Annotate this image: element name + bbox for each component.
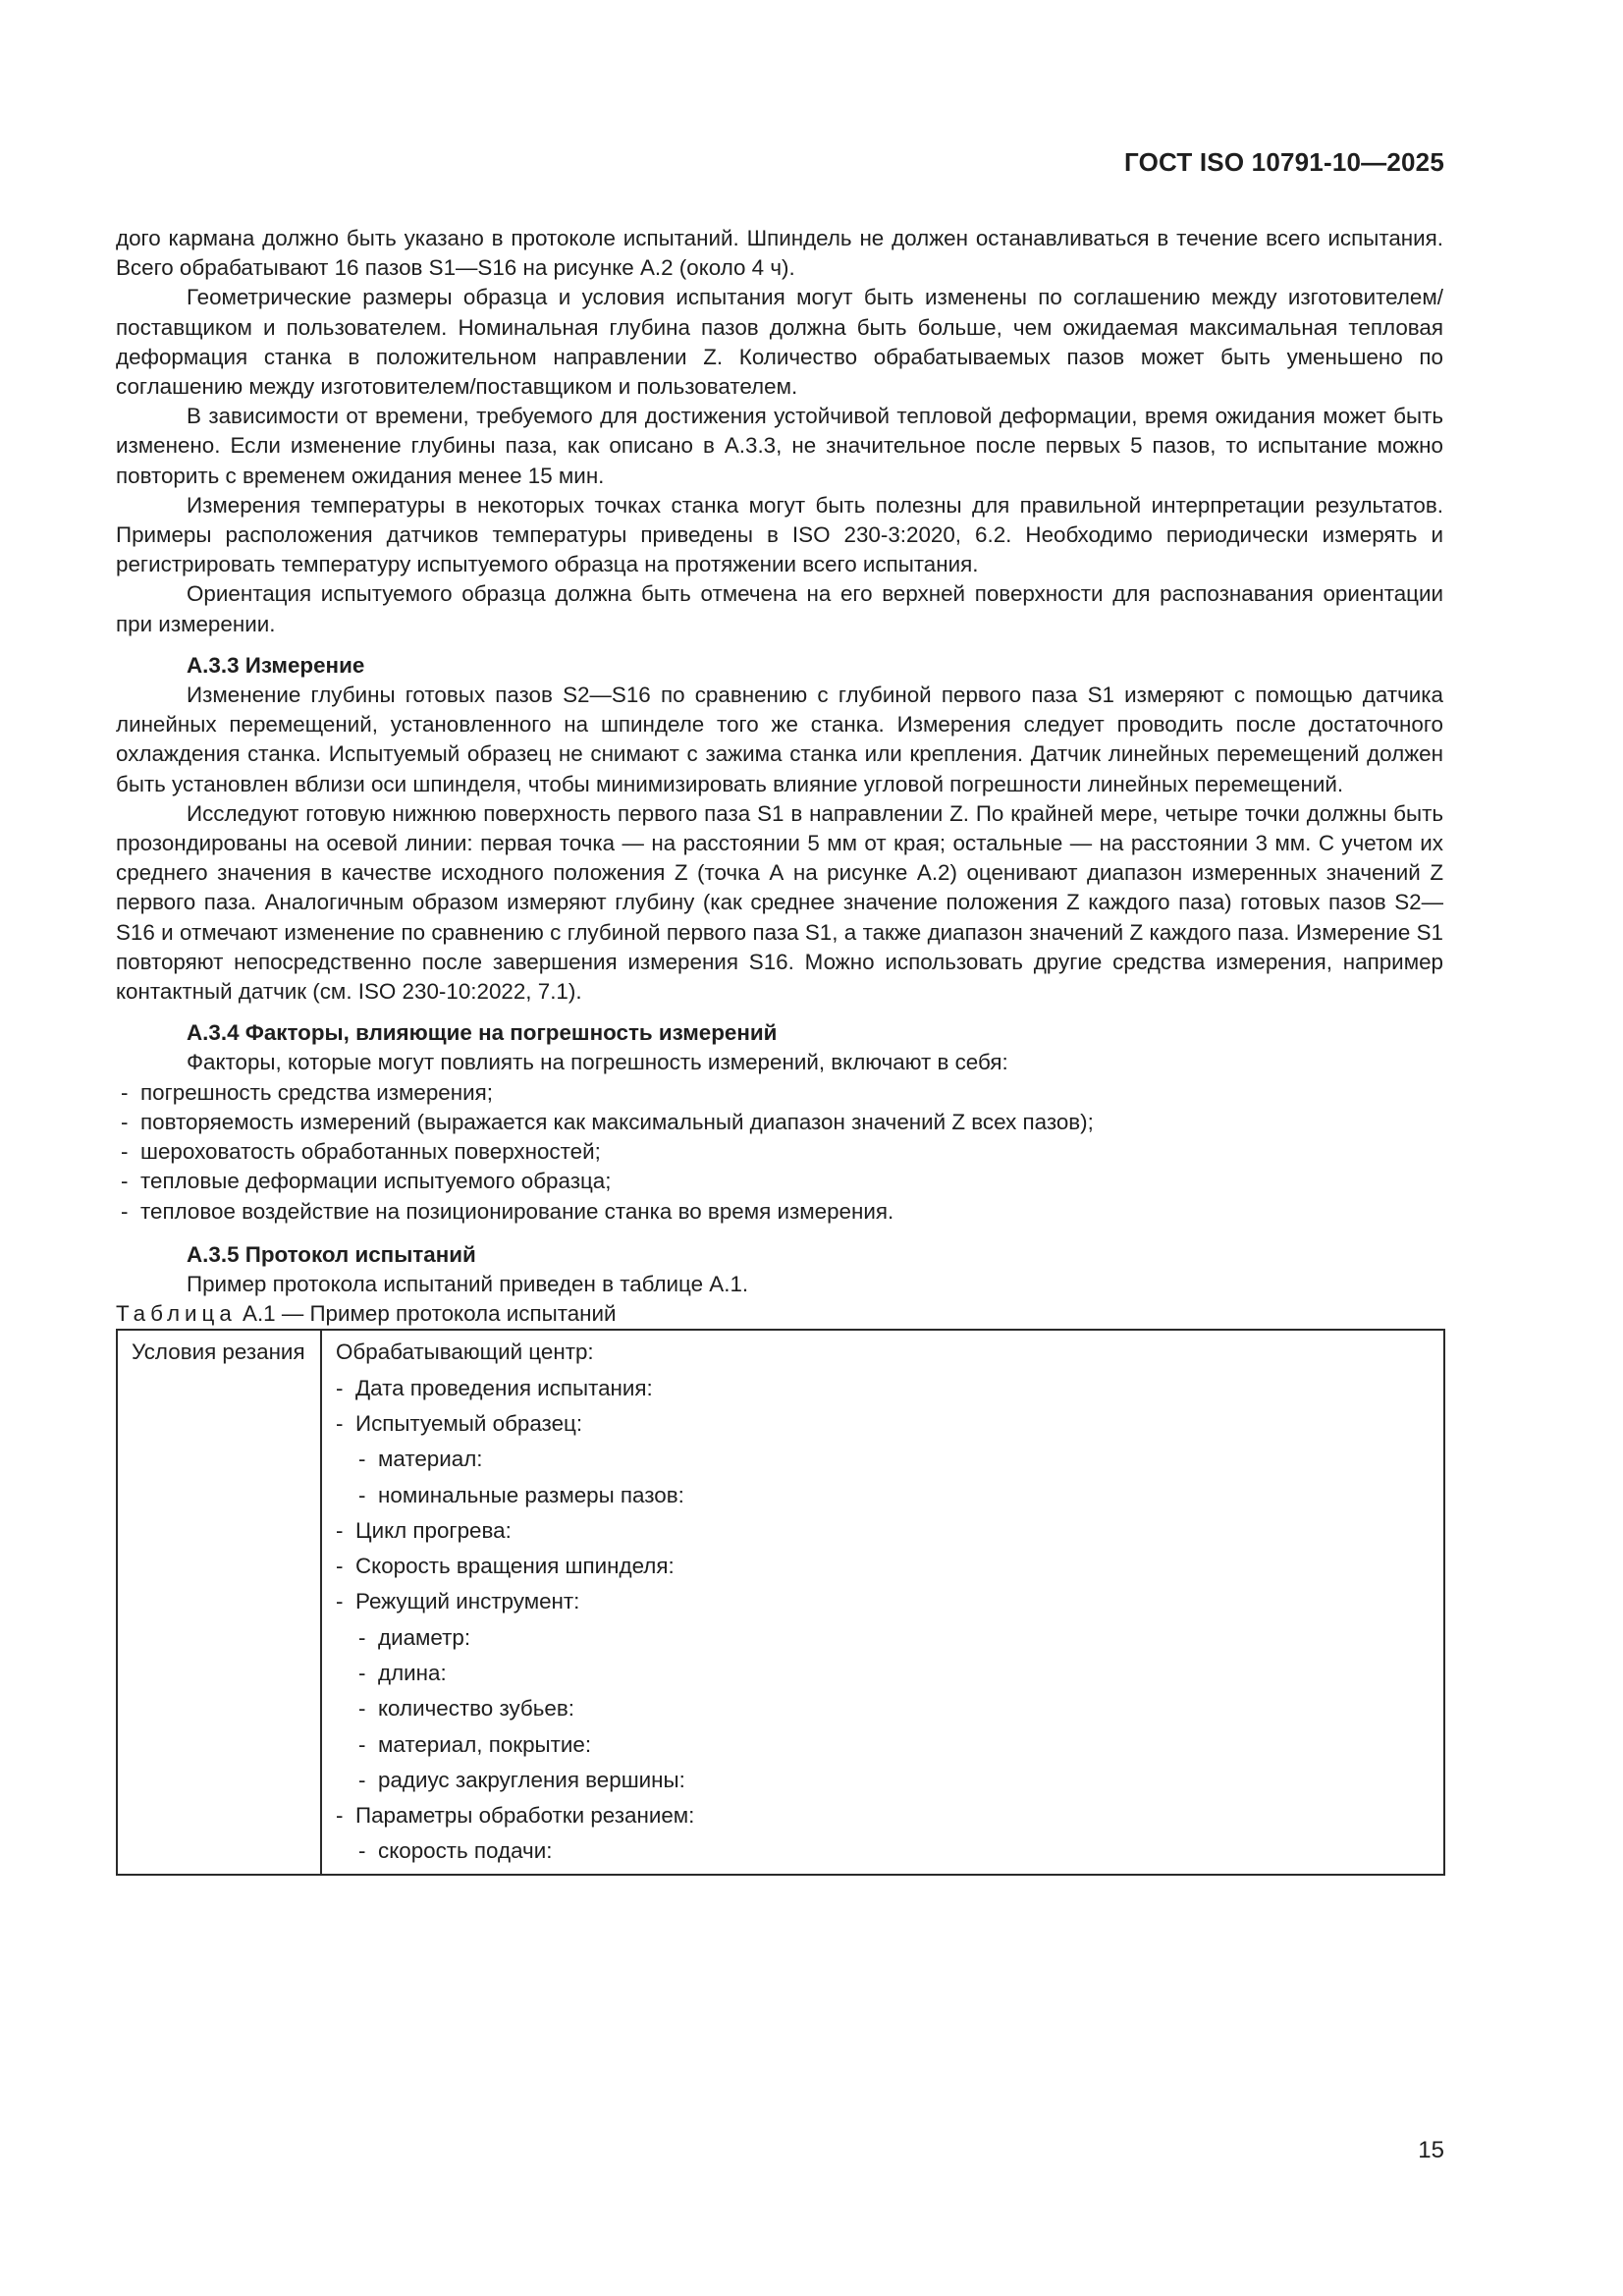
paragraph: дого кармана должно быть указано в протоколе испытаний. Шпиндель не должен останавливаться в течение всего испытания. Всего обрабатывают 16 пазов S1—S16 на рисунке А.2 (около 4 ч). — [116, 226, 1443, 281]
table-caption-label: Таблица — [116, 1301, 237, 1327]
list-item: - диаметр: — [336, 1620, 1430, 1656]
table-item-list — [336, 1371, 1430, 1870]
list-item: - тепловое воздействие на позиционирование станка во время измерения. — [116, 1197, 1443, 1227]
table-caption — [116, 1299, 1443, 1329]
document-body — [116, 224, 1443, 1876]
list-item: - Испытуемый образец: — [336, 1406, 1430, 1442]
paragraph: Геометрические размеры образца и условия испытания могут быть изменены по соглашению между изготовителем/поставщиком и пользователем. Номинальная глубина пазов должна быть больше, чем ожидаемая максимальная тепловая деформация станка в положительном направлении Z. Количество обрабатываемых пазов может быть уменьшено по соглашению между изготовителем/поставщиком и пользователем. — [116, 285, 1443, 400]
list-item: - радиус закругления вершины: — [336, 1763, 1430, 1798]
list-item: - материал: — [336, 1442, 1430, 1477]
table-cell-label: Условия резания — [117, 1330, 321, 1874]
section-heading-a34: А.3.4 Факторы, влияющие на погрешность измерений — [187, 1020, 778, 1046]
list-item: - шероховатость обработанных поверхностей; — [116, 1137, 1443, 1167]
list-item: - скорость подачи: — [336, 1833, 1430, 1869]
list-item: - номинальные размеры пазов: — [336, 1478, 1430, 1513]
section-heading-a33: А.3.3 Измерение — [187, 652, 365, 678]
list-item: - Дата проведения испытания: — [336, 1371, 1430, 1406]
page-number: 15 — [1418, 2137, 1444, 2163]
test-protocol-table — [116, 1329, 1445, 1875]
document-header: ГОСТ ISO 10791-10—2025 — [1124, 147, 1444, 177]
paragraph: В зависимости от времени, требуемого для достижения устойчивой тепловой деформации, время ожидания может быть изменено. Если изменение глубины паза, как описано в А.3.3, не значительное после первых 5 пазов, то испытание можно повторить с временем ожидания менее 15 мин. — [116, 404, 1443, 488]
list-item: - повторяемость измерений (выражается как максимальный диапазон значений Z всех пазов); — [116, 1108, 1443, 1137]
paragraph: Факторы, которые могут повлиять на погрешность измерений, включают в себя: — [187, 1050, 1008, 1075]
list-item: - погрешность средства измерения; — [116, 1078, 1443, 1108]
list-item: - Параметры обработки резанием: — [336, 1798, 1430, 1833]
table-caption-text: А.1 — Пример протокола испытаний — [236, 1301, 617, 1327]
list-item: - количество зубьев: — [336, 1691, 1430, 1726]
table-row — [117, 1330, 1444, 1874]
paragraph: Исследуют готовую нижнюю поверхность первого паза S1 в направлении Z. По крайней мере, четыре точки должны быть прозондированы на осевой линии: первая точка — на расстоянии 5 мм от края; остальные — на расстоянии 3 мм. С учетом их среднего значения в качестве исходного положения Z (точка А на рисунке А.2) оценивают диапазон измеренных значений Z первого паза. Аналогичным образом измеряют глубину (как среднее значение положения Z каждого паза) готовых пазов S2—S16 и отмечают изменение по сравнению с глубиной первого паза S1, а также диапазон значений Z каждого паза. Измерение S1 повторяют непосредственно после завершения измерения S16. Можно использовать другие средства измерения, например контактный датчик (см. ISO 230-10:2022, 7.1). — [116, 800, 1443, 1005]
list-item: - тепловые деформации испытуемого образца; — [116, 1167, 1443, 1196]
paragraph: Ориентация испытуемого образца должна быть отмечена на его верхней поверхности для распознавания ориентации при измерении. — [116, 581, 1443, 636]
factor-list — [116, 1078, 1443, 1227]
list-item: - материал, покрытие: — [336, 1727, 1430, 1763]
list-item: - Режущий инструмент: — [336, 1584, 1430, 1619]
paragraph: Пример протокола испытаний приведен в таблице А.1. — [187, 1271, 749, 1296]
list-item: - длина: — [336, 1656, 1430, 1691]
paragraph: Изменение глубины готовых пазов S2—S16 по сравнению с глубиной первого паза S1 измеряют с помощью датчика линейных перемещений, установленного на шпинделе того же станка. Измерения следует проводить после достаточного охлаждения станка. Испытуемый образец не снимают с зажима станка или крепления. Датчик линейных перемещений должен быть установлен вблизи оси шпинделя, чтобы минимизировать влияние угловой погрешности линейных перемещений. — [116, 683, 1443, 796]
list-item: - Скорость вращения шпинделя: — [336, 1549, 1430, 1584]
list-item: - Цикл прогрева: — [336, 1513, 1430, 1549]
table-cell-heading: Обрабатывающий центр: — [336, 1339, 594, 1365]
paragraph: Измерения температуры в некоторых точках станка могут быть полезны для правильной интерпретации результатов. Примеры расположения датчиков температуры приведены в ISO 230-3:2020, 6.2. Необходимо периодически измерять и регистрировать температуру испытуемого образца на протяжении всего испытания. — [116, 492, 1443, 577]
table-cell-content — [321, 1330, 1444, 1874]
section-heading-a35: А.3.5 Протокол испытаний — [187, 1241, 476, 1267]
